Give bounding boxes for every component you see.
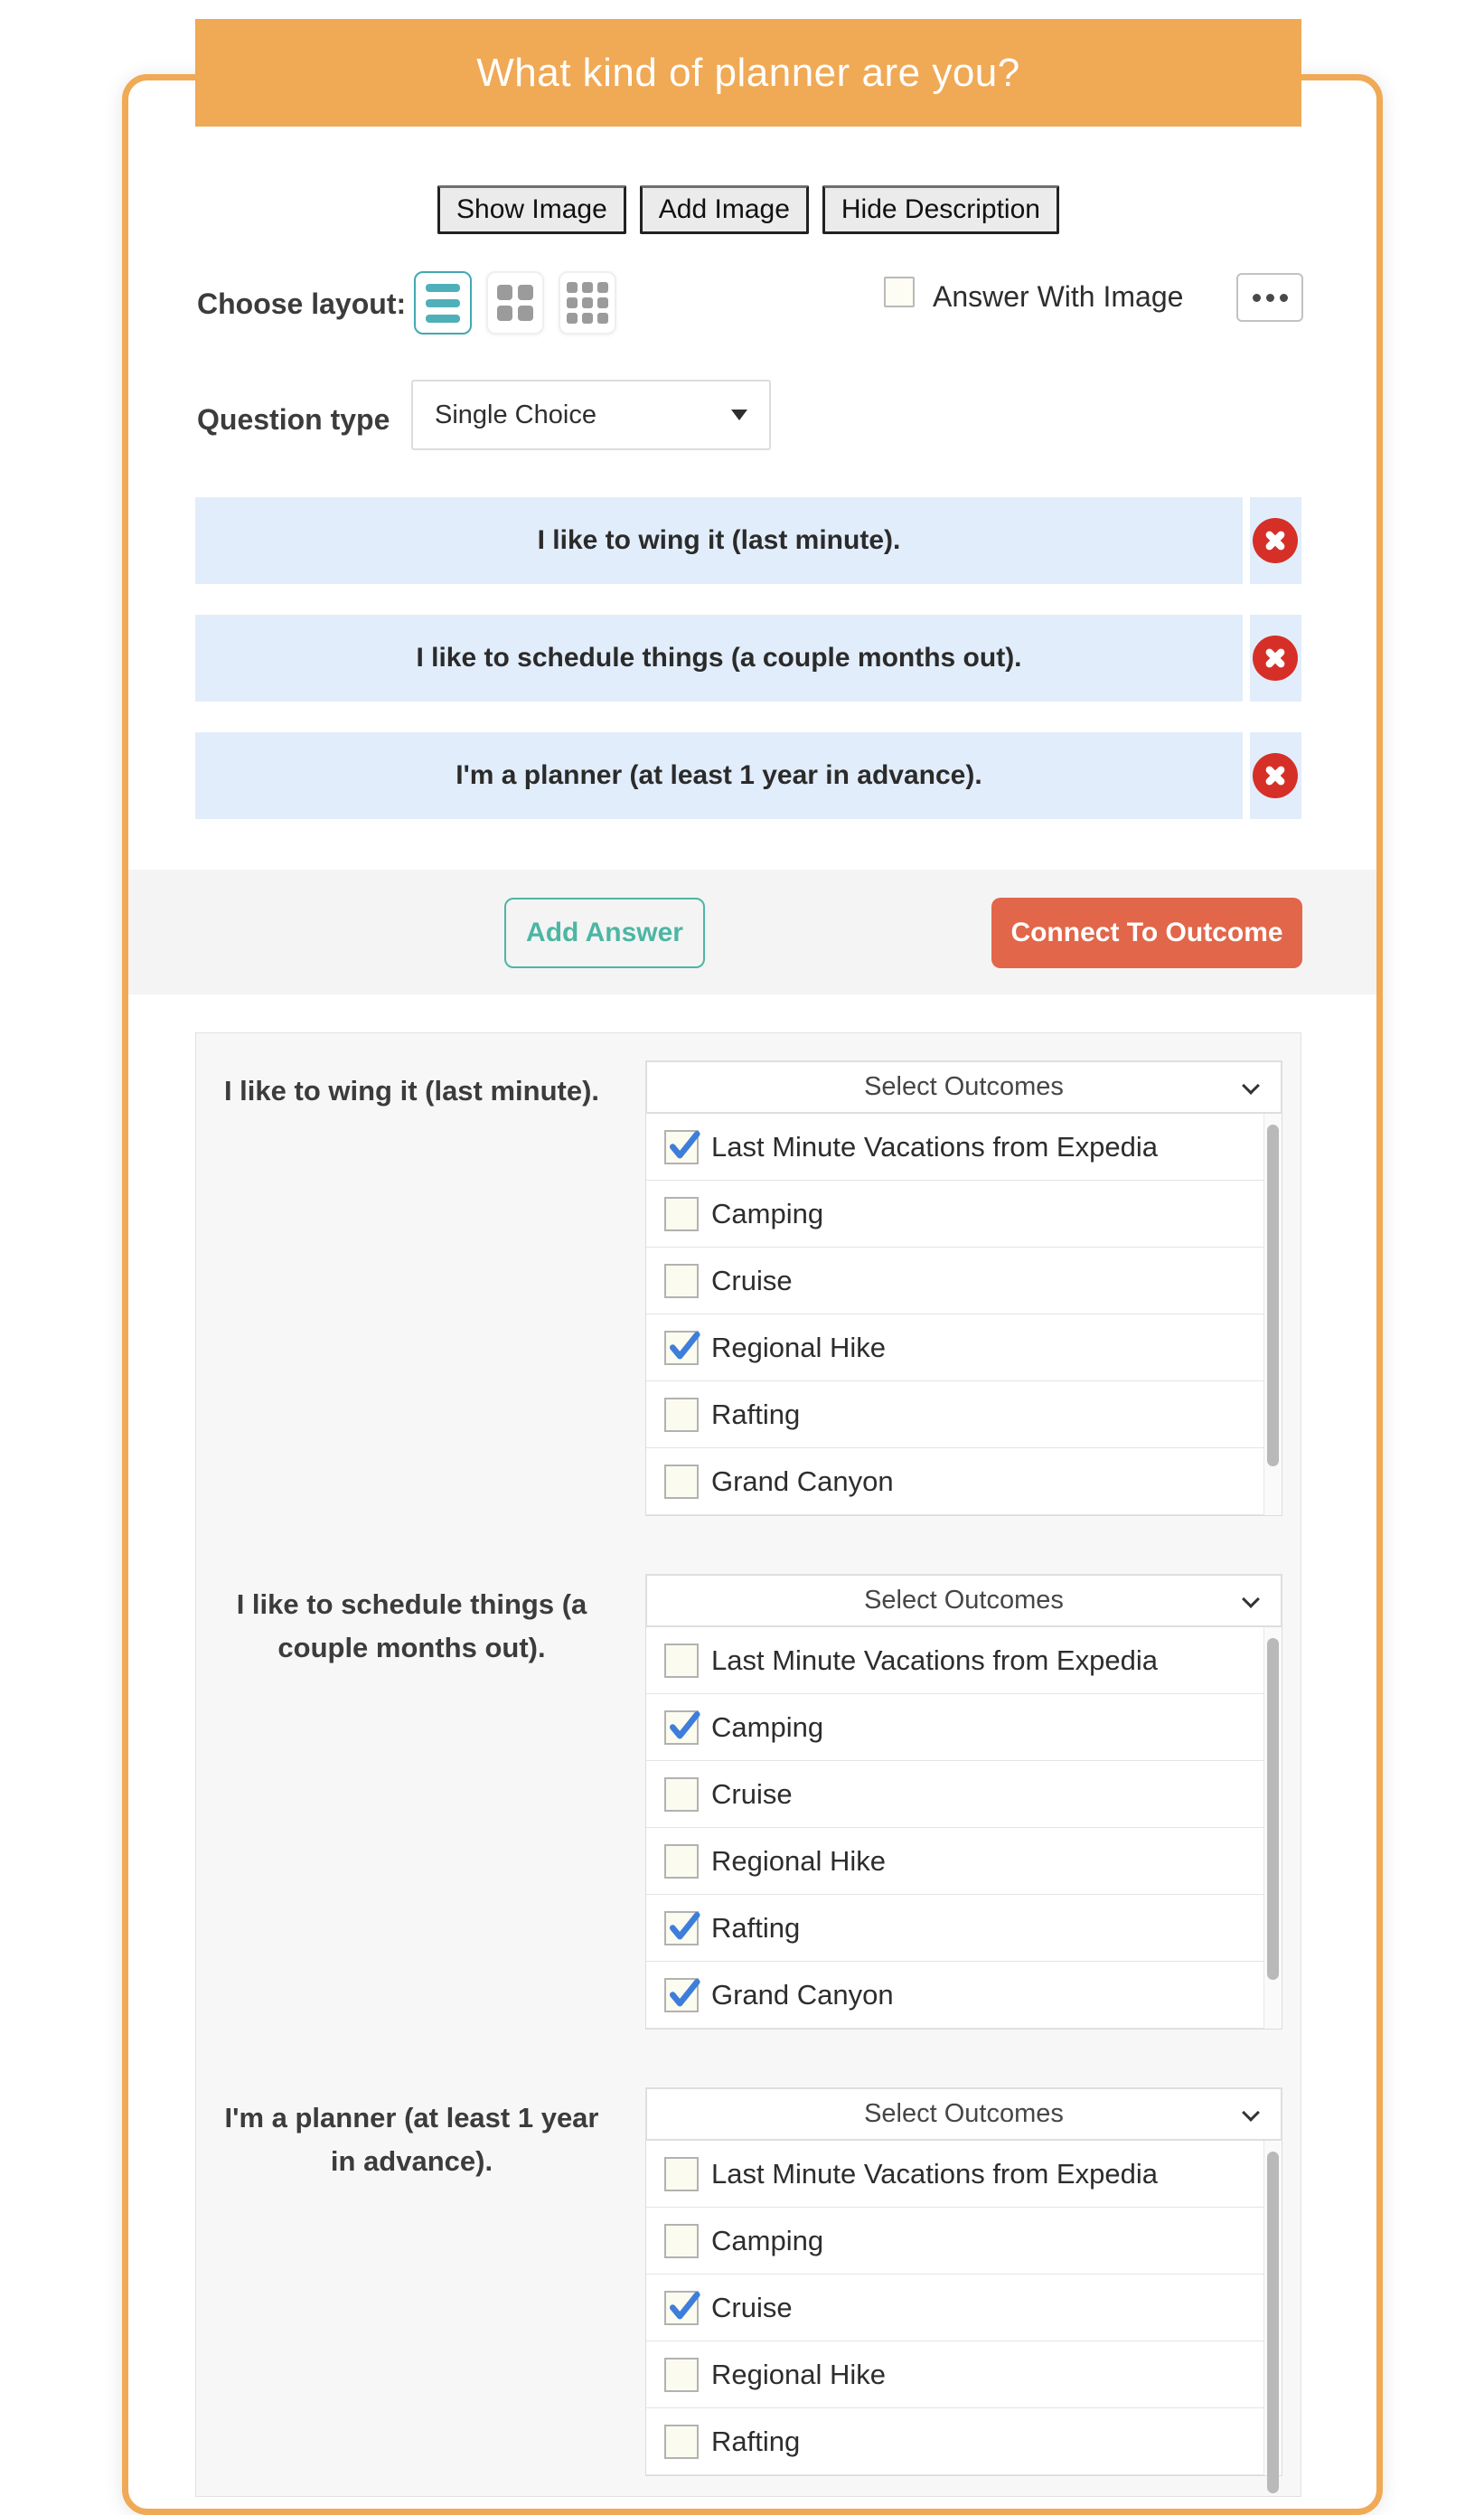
- outcome-group: [196, 1060, 1301, 1516]
- outcome-option-row[interactable]: [646, 1448, 1282, 1515]
- answer-delete-zone: [1250, 497, 1301, 584]
- outcome-option-label: Last Minute Vacations from Expedia: [711, 1644, 1158, 1676]
- outcome-option-row[interactable]: [646, 1895, 1282, 1962]
- grid-2x2-layout-icon: [497, 285, 533, 321]
- checkmark-icon: [667, 1709, 701, 1743]
- outcome-option-label: Grand Canyon: [711, 1465, 894, 1497]
- outcome-option-row[interactable]: [646, 2408, 1282, 2475]
- outcome-group-answer-label: I like to wing it (last minute).: [223, 1075, 600, 1107]
- add-image-button[interactable]: Add Image: [640, 185, 809, 234]
- answer-with-image-checkbox[interactable]: [884, 277, 915, 307]
- outcome-checkbox[interactable]: [664, 1130, 699, 1164]
- checkmark-icon: [667, 1976, 701, 2011]
- outcome-option-label: Camping: [711, 2224, 824, 2256]
- chevron-down-icon: [1242, 2104, 1260, 2122]
- outcome-checkbox[interactable]: [664, 1911, 699, 1945]
- outcome-group-selector: [645, 1060, 1282, 1516]
- answer-text[interactable]: I like to schedule things (a couple months out).: [195, 615, 1243, 702]
- outcome-option-row[interactable]: [646, 1314, 1282, 1381]
- checkmark-icon: [667, 1329, 701, 1363]
- delete-answer-button[interactable]: [1253, 636, 1298, 681]
- layout-picker: [414, 271, 616, 334]
- outcome-group-selector: [645, 2087, 1282, 2476]
- checkmark-icon: [667, 1128, 701, 1163]
- outcome-option-row[interactable]: [646, 2141, 1282, 2208]
- delete-answer-button[interactable]: [1253, 518, 1298, 563]
- question-title: What kind of planner are you?: [476, 50, 1020, 95]
- select-outcomes-dropdown[interactable]: [645, 2087, 1282, 2141]
- layout-option-grid-2x2[interactable]: [486, 271, 544, 334]
- select-outcomes-placeholder: Select Outcomes: [864, 1072, 1064, 1101]
- outcome-option-row[interactable]: [646, 1962, 1282, 2029]
- outcome-option-label: Last Minute Vacations from Expedia: [711, 2157, 1158, 2190]
- answers-list: [195, 497, 1301, 850]
- delete-answer-button[interactable]: [1253, 753, 1298, 798]
- outcome-checkbox[interactable]: [664, 1978, 699, 2012]
- outcome-checkbox[interactable]: [664, 1465, 699, 1499]
- image-description-toolbar: [195, 185, 1301, 234]
- outcome-option-row[interactable]: [646, 1381, 1282, 1448]
- outcome-option-label: Grand Canyon: [711, 1978, 894, 2011]
- outcome-option-label: Regional Hike: [711, 1844, 886, 1877]
- scrollbar-thumb[interactable]: [1267, 1638, 1279, 1980]
- answer-delete-zone: [1250, 732, 1301, 819]
- outcome-checkbox[interactable]: [664, 1777, 699, 1812]
- outcome-checkbox[interactable]: [664, 2224, 699, 2258]
- outcome-option-row[interactable]: [646, 1627, 1282, 1694]
- outcome-checkbox[interactable]: [664, 1710, 699, 1745]
- outcome-option-label: Rafting: [711, 2425, 801, 2457]
- outcome-option-row[interactable]: [646, 1828, 1282, 1895]
- question-type-label: Question type: [197, 403, 390, 436]
- question-header: [195, 19, 1301, 127]
- outcome-option-row[interactable]: [646, 2208, 1282, 2275]
- outcome-group-selector: [645, 1574, 1282, 2030]
- answer-text[interactable]: I'm a planner (at least 1 year in advance).: [195, 732, 1243, 819]
- outcome-group-answer-label: I like to schedule things (a couple months out).: [236, 1588, 587, 1664]
- select-outcomes-dropdown[interactable]: [645, 1060, 1282, 1114]
- answer-row: [195, 497, 1301, 584]
- show-image-button[interactable]: Show Image: [437, 185, 626, 234]
- outcome-option-label: Regional Hike: [711, 2358, 886, 2390]
- outcome-option-row[interactable]: [646, 1694, 1282, 1761]
- answer-text[interactable]: I like to wing it (last minute).: [195, 497, 1243, 584]
- scrollbar-thumb[interactable]: [1267, 1125, 1279, 1466]
- checkmark-icon: [667, 2289, 701, 2323]
- outcome-group-answer-label: I'm a planner (at least 1 year in advance).: [224, 2102, 599, 2178]
- outcome-option-list: [645, 1627, 1282, 2030]
- outcome-option-label: Rafting: [711, 1911, 801, 1944]
- layout-option-grid-3x3[interactable]: [559, 271, 616, 334]
- outcome-checkbox[interactable]: [664, 2358, 699, 2392]
- add-answer-button[interactable]: Add Answer: [504, 898, 705, 968]
- outcome-option-row[interactable]: [646, 1114, 1282, 1181]
- outcome-checkbox[interactable]: [664, 1844, 699, 1879]
- question-type-select[interactable]: [411, 380, 771, 450]
- outcome-checkbox[interactable]: [664, 2425, 699, 2459]
- list-layout-icon: [426, 284, 460, 323]
- outcome-option-label: Cruise: [711, 1777, 793, 1810]
- chevron-down-icon: [1242, 1077, 1260, 1095]
- outcome-option-list: [645, 2141, 1282, 2476]
- outcome-option-label: Cruise: [711, 1264, 793, 1296]
- outcome-option-label: Rafting: [711, 1398, 801, 1430]
- select-outcomes-placeholder: Select Outcomes: [864, 1586, 1064, 1615]
- outcome-option-label: Camping: [711, 1197, 824, 1229]
- outcome-checkbox[interactable]: [664, 1197, 699, 1231]
- connect-to-outcome-button[interactable]: Connect To Outcome: [991, 898, 1302, 968]
- outcome-option-label: Cruise: [711, 2291, 793, 2323]
- select-outcomes-dropdown[interactable]: [645, 1574, 1282, 1627]
- answer-actions-band: [128, 870, 1376, 994]
- outcome-option-label: Camping: [711, 1710, 824, 1743]
- outcome-checkbox[interactable]: [664, 2157, 699, 2191]
- answer-with-image-label: Answer With Image: [933, 280, 1184, 313]
- chevron-down-icon: [1242, 1590, 1260, 1608]
- outcome-option-row[interactable]: [646, 1181, 1282, 1248]
- select-outcomes-placeholder: Select Outcomes: [864, 2099, 1064, 2128]
- outcome-group: [196, 1574, 1301, 2030]
- outcome-checkbox[interactable]: [664, 2291, 699, 2325]
- checkmark-icon: [667, 1909, 701, 1944]
- ellipsis-icon: [1253, 294, 1261, 302]
- caret-down-icon: [731, 410, 747, 420]
- layout-option-list[interactable]: [414, 271, 472, 334]
- outcome-group: [196, 2087, 1301, 2476]
- outcome-option-row[interactable]: [646, 1248, 1282, 1314]
- question-type-value: Single Choice: [435, 400, 596, 429]
- outcome-option-label: Last Minute Vacations from Expedia: [711, 1130, 1158, 1163]
- grid-3x3-layout-icon: [567, 282, 608, 324]
- outcome-option-row[interactable]: [646, 2275, 1282, 2341]
- more-options-button[interactable]: [1236, 273, 1303, 322]
- outcome-checkbox[interactable]: [664, 1264, 699, 1298]
- outcome-option-row[interactable]: [646, 2341, 1282, 2408]
- answer-row: [195, 615, 1301, 702]
- outcome-checkbox[interactable]: [664, 1644, 699, 1678]
- outcome-mapping-panel: [195, 1032, 1301, 2497]
- outcome-option-label: Regional Hike: [711, 1331, 886, 1363]
- scrollbar-thumb[interactable]: [1267, 2152, 1279, 2493]
- outcome-checkbox[interactable]: [664, 1398, 699, 1432]
- outcome-option-list: [645, 1114, 1282, 1516]
- scrollbar-track[interactable]: [1263, 2141, 1282, 2475]
- answer-row: [195, 732, 1301, 819]
- scrollbar-track[interactable]: [1263, 1627, 1282, 2029]
- answer-delete-zone: [1250, 615, 1301, 702]
- choose-layout-label: Choose layout:: [197, 287, 407, 320]
- scrollbar-track[interactable]: [1263, 1114, 1282, 1515]
- outcome-option-row[interactable]: [646, 1761, 1282, 1828]
- hide-description-button[interactable]: Hide Description: [822, 185, 1059, 234]
- outcome-checkbox[interactable]: [664, 1331, 699, 1365]
